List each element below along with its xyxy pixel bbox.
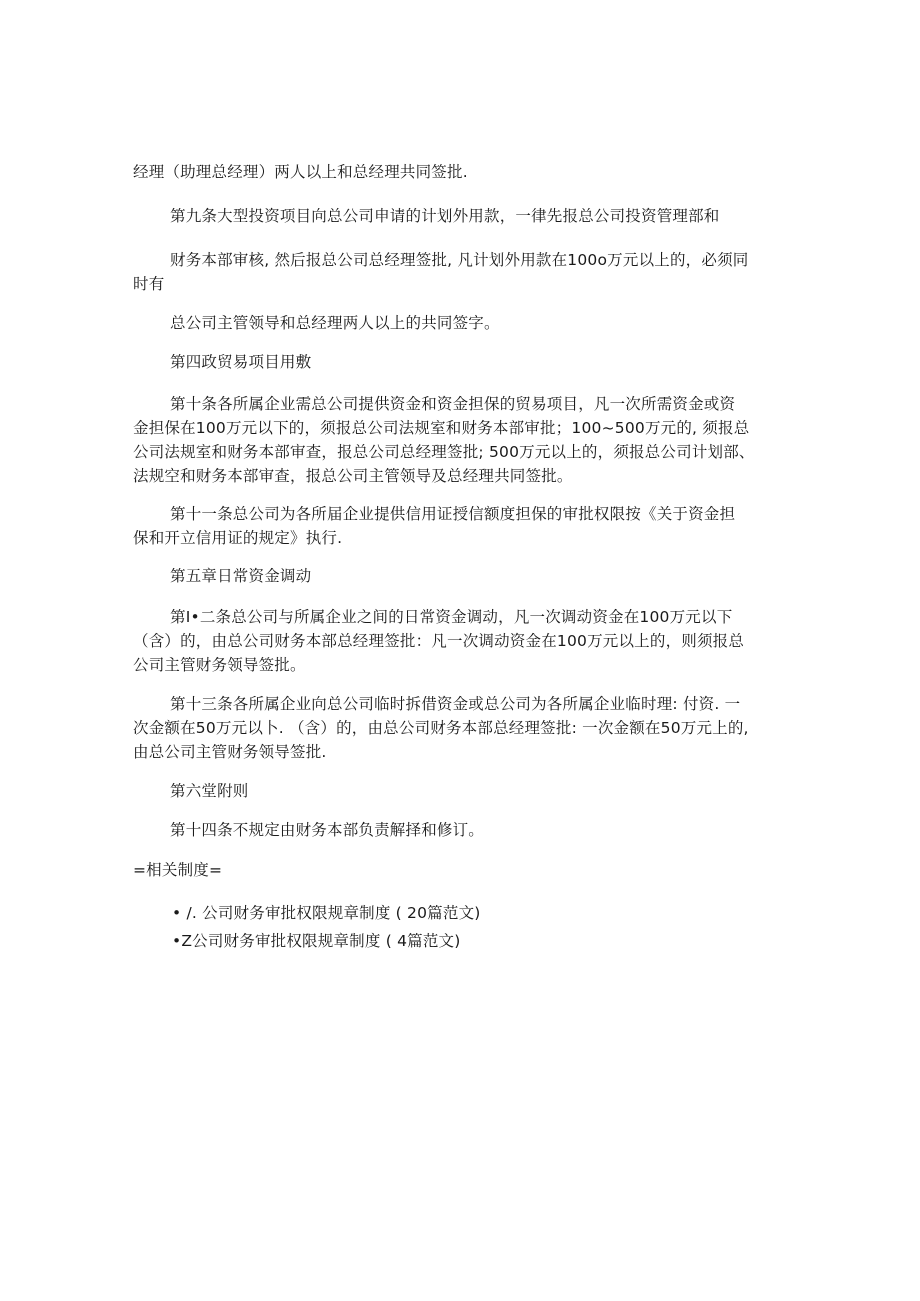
article-11-line-2: 保和开立信用证的规定》执行. [133,529,343,547]
related-link-1[interactable]: • /. 公司财务审批权限规章制度 ( 20篇范文) [172,904,481,922]
related-rules-heading: =相关制度= [133,861,223,879]
article-9-line-3: 时有 [133,275,165,293]
article-13-line-1: 第十三条各所属企业向总公司临时拆借资金或总公司为各所属企业临时理: 付资. 一 [170,695,741,713]
article-11-line-1: 第十一条总公司为各所届企业提供信用证授信额度担保的审批权限按《关于资金担 [170,505,736,523]
article-13-line-3: 由总公司主管财务领导签批. [133,743,327,761]
article-12-line-3: 公司主管财务领导签批。 [133,656,306,674]
chapter-heading-6: 第六堂附则 [170,782,249,800]
section-heading-trade: 第四政贸易项目用敷 [170,353,312,371]
related-link-2[interactable]: •Z公司财务审批权限规章制度 ( 4篇范文) [172,932,461,950]
article-9-line-2: 财务本部审核, 然后报总公司总经理签批, 凡计划外用款在100o万元以上的，必须同 [170,251,749,269]
chapter-heading-5: 第五章日常资金调动 [170,567,312,585]
article-10-line-1: 第十条各所属企业需总公司提供资金和资金担保的贸易项目，凡一次所需资金或资 [170,395,736,413]
article-12-line-2: （含）的，由总公司财务本部总经理签批：凡一次调动资金在100万元以上的，则须报总 [133,632,745,650]
paragraph-line: 经理（助理总经理）两人以上和总经理共同签批. [133,163,468,181]
article-14-line-1: 第十四条不规定由财务本部负责解择和修订。 [170,821,485,839]
article-13-line-2: 次金额在50万元以卜. （含）的，由总公司财务本部总经理签批: 一次金额在50万元上的, [133,719,749,737]
article-10-line-4: 法规空和财务本部审查，报总公司主管领导及总经理共同签批。 [133,467,573,485]
article-12-line-1: 第I•二条总公司与所属企业之间的日常资金调动，凡一次调动资金在100万元以下 [170,608,733,626]
article-10-line-2: 金担保在100万元以下的，须报总公司法规室和财务本部审批；100~500万元的, 须报总 [133,419,750,437]
article-9-line-4: 总公司主管领导和总经理两人以上的共同签字。 [170,314,500,332]
article-10-line-3: 公司法规室和财务本部审查，报总公司总经理签批; 500万元以上的，须报总公司计划部、 [133,443,755,461]
article-9-line-1: 第九条大型投资项目向总公司申请的计划外用款，一律先报总公司投资管理部和 [170,207,720,225]
